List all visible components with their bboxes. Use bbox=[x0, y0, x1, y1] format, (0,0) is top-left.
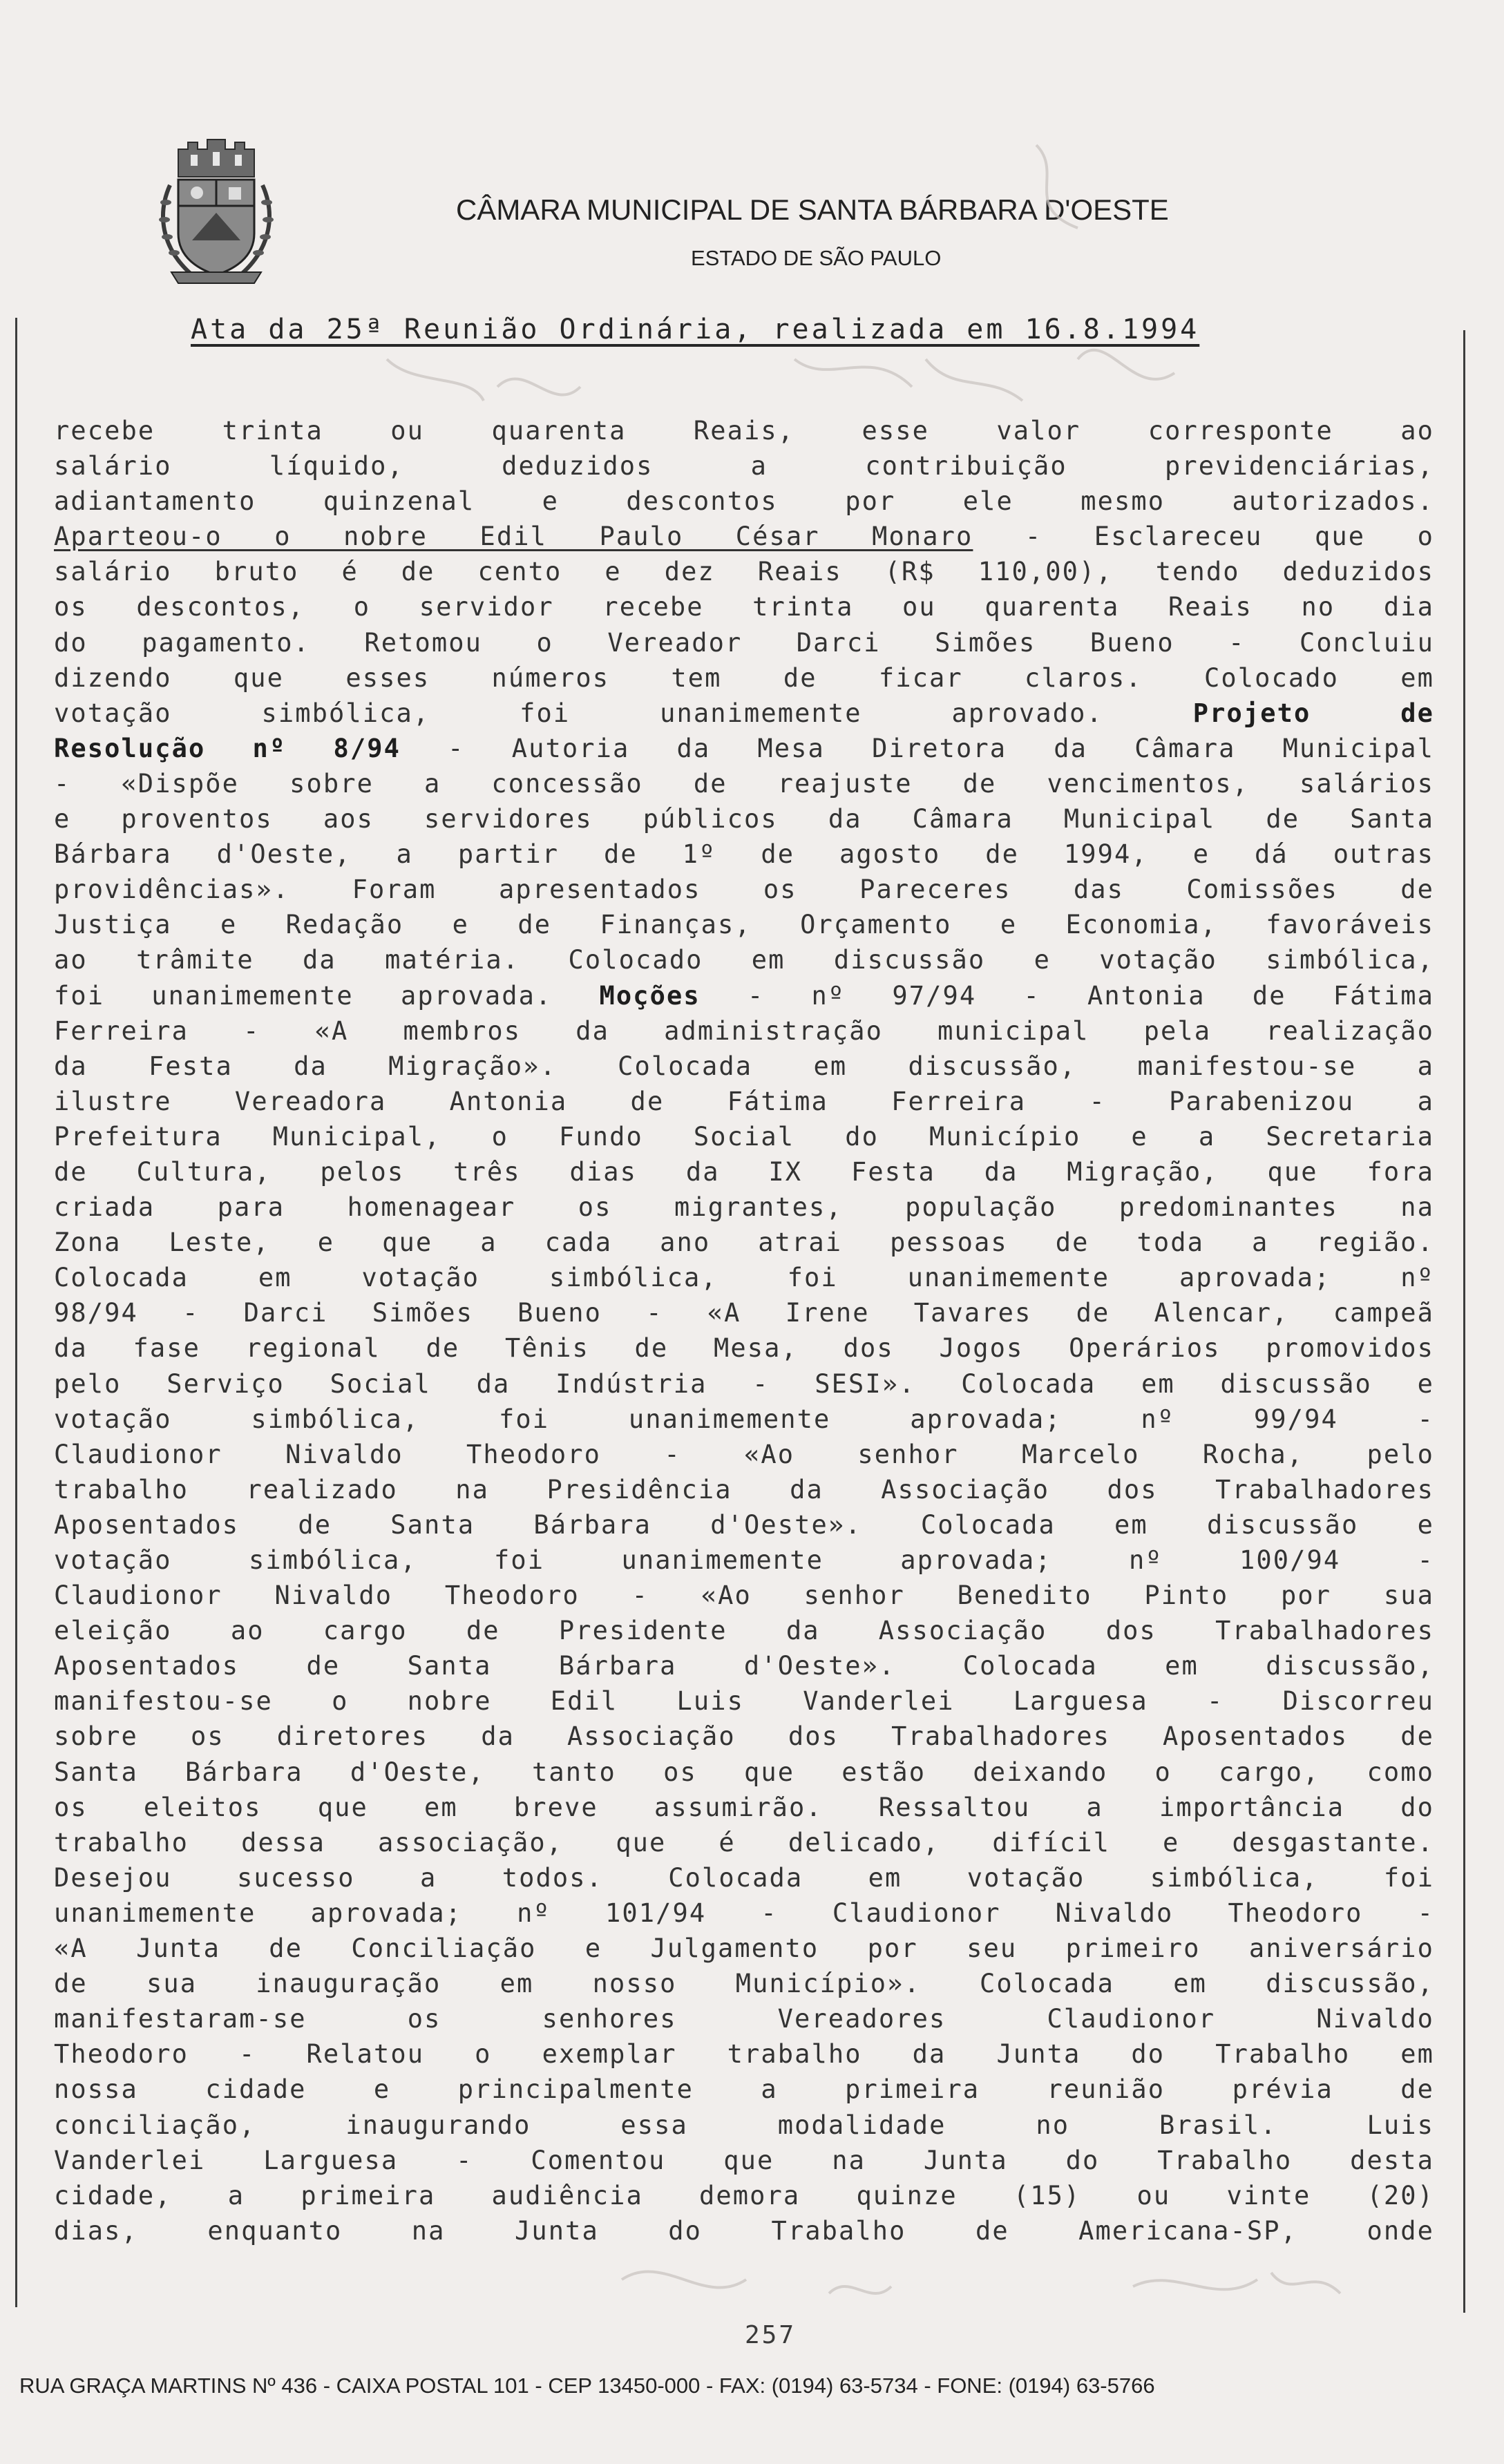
text-line: votação simbólica, foi unanimemente aprovado. Projeto de bbox=[54, 698, 1434, 728]
text-line: manifestou-se o nobre Edil Luis Vanderlei Larguesa - Discorreu bbox=[54, 1686, 1434, 1717]
text-line: Desejou sucesso a todos. Colocada em votação simbólica, foi bbox=[54, 1862, 1434, 1893]
text-line: sobre os diretores da Associação dos Trabalhadores Aposentados de bbox=[54, 1721, 1434, 1752]
text-line: trabalho realizado na Presidência da Associação dos Trabalhadores bbox=[54, 1474, 1434, 1505]
footer-address: RUA GRAÇA MARTINS Nº 436 - CAIXA POSTAL 101 - CEP 13450-000 - FAX: (0194) 63-5734 - FONE: (0194) 63-5766 bbox=[19, 2374, 1155, 2398]
text-line: adiantamento quinzenal e descontos por ele mesmo autorizados. bbox=[54, 486, 1434, 517]
coat-of-arms-logo bbox=[158, 137, 275, 285]
text-line: da fase regional de Tênis de Mesa, dos Jogos Operários promovidos bbox=[54, 1333, 1434, 1364]
text-line: 98/94 - Darci Simões Bueno - «A Irene Tavares de Alencar, campeã bbox=[54, 1298, 1434, 1328]
text-line: Ferreira - «A membros da administração municipal pela realização bbox=[54, 1015, 1434, 1046]
minutes-heading: Ata da 25ª Reunião Ordinária, realizada em 16.8.1994 bbox=[191, 314, 1200, 345]
text-line: os eleitos que em breve assumirão. Ressaltou a importância do bbox=[54, 1792, 1434, 1822]
text-line: ao trâmite da matéria. Colocado em discussão e votação simbólica, bbox=[54, 945, 1434, 975]
text-line: criada para homenagear os migrantes, população predominantes na bbox=[54, 1192, 1434, 1223]
state-name: ESTADO DE SÃO PAULO bbox=[691, 246, 942, 270]
text-line: «A Junta de Conciliação e Julgamento por seu primeiro aniversário bbox=[54, 1933, 1434, 1964]
text-line: - «Dispõe sobre a concessão de reajuste de vencimentos, salários bbox=[54, 768, 1434, 799]
text-line: Zona Leste, e que a cada ano atrai pessoas de toda a região. bbox=[54, 1228, 1434, 1258]
text-line: do pagamento. Retomou o Vereador Darci Simões Bueno - Concluiu bbox=[54, 627, 1434, 658]
text-line: unanimemente aprovada; nº 101/94 - Claudionor Nivaldo Theodoro - bbox=[54, 1898, 1434, 1928]
text-line: nossa cidade e principalmente a primeira reunião prévia de bbox=[54, 2074, 1434, 2105]
text-line: e proventos aos servidores públicos da Câmara Municipal de Santa bbox=[54, 804, 1434, 834]
text-line: votação simbólica, foi unanimemente aprovada; nº 100/94 - bbox=[54, 1545, 1434, 1575]
text-line: Santa Bárbara d'Oeste, tanto os que estão deixando o cargo, como bbox=[54, 1757, 1434, 1787]
text-line: Claudionor Nivaldo Theodoro - «Ao senhor Benedito Pinto por sua bbox=[54, 1580, 1434, 1611]
text-line: da Festa da Migração». Colocada em discussão, manifestou-se a bbox=[54, 1051, 1434, 1081]
text-line: Theodoro - Relatou o exemplar trabalho da Junta do Trabalho em bbox=[54, 2039, 1434, 2070]
minutes-body bbox=[54, 413, 1434, 2248]
org-name: CÂMARA MUNICIPAL DE SANTA BÁRBARA D'OESTE bbox=[456, 193, 1169, 226]
text-line: Aparteou-o o nobre Edil Paulo César Monaro - Esclareceu que o bbox=[54, 522, 1434, 552]
text-line: Resolução nº 8/94 - Autoria da Mesa Diretora da Câmara Municipal bbox=[54, 733, 1434, 763]
text-line: recebe trinta ou quarenta Reais, esse valor corresponte ao bbox=[54, 416, 1434, 446]
text-line: pelo Serviço Social da Indústria - SESI». Colocada em discussão e bbox=[54, 1368, 1434, 1399]
text-line: votação simbólica, foi unanimemente aprovada; nº 99/94 - bbox=[54, 1404, 1434, 1434]
text-line: trabalho dessa associação, que é delicado, difícil e desgastante. bbox=[54, 1827, 1434, 1857]
text-line: Aposentados de Santa Bárbara d'Oeste». Colocada em discussão, bbox=[54, 1651, 1434, 1681]
text-line: manifestaram-se os senhores Vereadores Claudionor Nivaldo bbox=[54, 2004, 1434, 2034]
text-line: Colocada em votação simbólica, foi unanimemente aprovada; nº bbox=[54, 1263, 1434, 1293]
text-line: Prefeitura Municipal, o Fundo Social do Município e a Secretaria bbox=[54, 1121, 1434, 1152]
text-line: cidade, a primeira audiência demora quinze (15) ou vinte (20) bbox=[54, 2180, 1434, 2210]
text-line: Vanderlei Larguesa - Comentou que na Junta do Trabalho desta bbox=[54, 2145, 1434, 2175]
text-line: de Cultura, pelos três dias da IX Festa da Migração, que fora bbox=[54, 1156, 1434, 1187]
text-line: de sua inauguração em nosso Município». Colocada em discussão, bbox=[54, 1969, 1434, 1999]
text-line: providências». Foram apresentados os Pareceres das Comissões de bbox=[54, 875, 1434, 905]
text-line: foi unanimemente aprovada. Moções - nº 97/94 - Antonia de Fátima bbox=[54, 980, 1434, 1011]
text-line: Justiça e Redação e de Finanças, Orçamento e Economia, favoráveis bbox=[54, 910, 1434, 940]
text-line: salário bruto é de cento e dez Reais (R$ 110,00), tendo deduzidos bbox=[54, 557, 1434, 587]
text-line: dizendo que esses números tem de ficar claros. Colocado em bbox=[54, 662, 1434, 693]
text-line: dias, enquanto na Junta do Trabalho de Americana-SP, onde bbox=[54, 2215, 1434, 2246]
text-line: Claudionor Nivaldo Theodoro - «Ao senhor Marcelo Rocha, pelo bbox=[54, 1439, 1434, 1469]
text-line: salário líquido, deduzidos a contribuição previdenciárias, bbox=[54, 451, 1434, 481]
left-margin-rule bbox=[15, 318, 17, 2307]
right-margin-rule bbox=[1463, 330, 1465, 2313]
page-number: 257 bbox=[745, 2321, 797, 2349]
text-line: conciliação, inaugurando essa modalidade no Brasil. Luis bbox=[54, 2110, 1434, 2140]
text-line: eleição ao cargo de Presidente da Associação dos Trabalhadores bbox=[54, 1616, 1434, 1646]
text-line: ilustre Vereadora Antonia de Fátima Ferreira - Parabenizou a bbox=[54, 1086, 1434, 1116]
text-line: Aposentados de Santa Bárbara d'Oeste». Colocada em discussão e bbox=[54, 1509, 1434, 1540]
text-line: os descontos, o servidor recebe trinta ou quarenta Reais no dia bbox=[54, 592, 1434, 622]
text-line: Bárbara d'Oeste, a partir de 1º de agosto de 1994, e dá outras bbox=[54, 839, 1434, 870]
